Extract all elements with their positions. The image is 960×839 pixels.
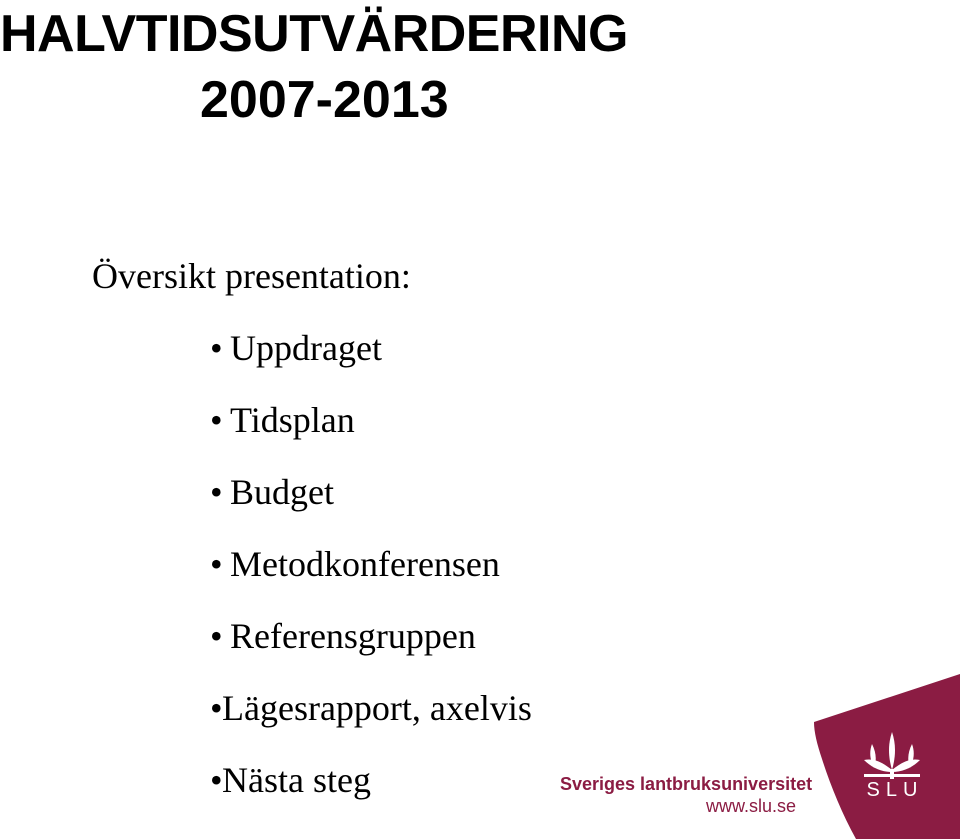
bullet-icon: • [210, 472, 223, 512]
agenda-item-metodkonferensen [210, 542, 532, 614]
slide-title [0, 4, 760, 130]
agenda-item-label: Tidsplan [230, 400, 355, 440]
slide-title-line-2: 2007-2013 [200, 71, 449, 129]
agenda-item-label: Uppdraget [230, 328, 382, 368]
logo-shape [814, 674, 960, 839]
agenda-item-label: Lägesrapport, axelvis [222, 688, 532, 728]
agenda-item-uppdraget [210, 326, 532, 398]
agenda-item-referensgruppen [210, 614, 532, 686]
slide-subtitle: Översikt presentation: [92, 256, 411, 296]
agenda-item-label: Metodkonferensen [230, 544, 500, 584]
slide-title-line-1: HALVTIDSUTVÄRDERING [0, 5, 628, 63]
agenda-list [210, 326, 532, 830]
agenda-item-label: Referensgruppen [230, 616, 476, 656]
agenda-item-budget [210, 470, 532, 542]
bullet-icon: • [210, 688, 223, 728]
agenda-item-label: Budget [230, 472, 334, 512]
agenda-item-label: Nästa steg [222, 760, 371, 800]
bullet-icon: • [210, 400, 223, 440]
footer-url: www.slu.se [705, 796, 796, 816]
bullet-icon: • [210, 544, 223, 584]
agenda-item-nasta-steg [210, 758, 532, 830]
agenda-item-tidsplan [210, 398, 532, 470]
agenda-item-lagesrapport [210, 686, 532, 758]
logo-text: SLU [866, 779, 924, 801]
bullet-icon: • [210, 328, 223, 368]
bullet-icon: • [210, 616, 223, 656]
bullet-icon: • [210, 760, 223, 800]
slu-logo [812, 674, 960, 839]
footer-organization: Sveriges lantbruksuniversitet [560, 774, 813, 794]
